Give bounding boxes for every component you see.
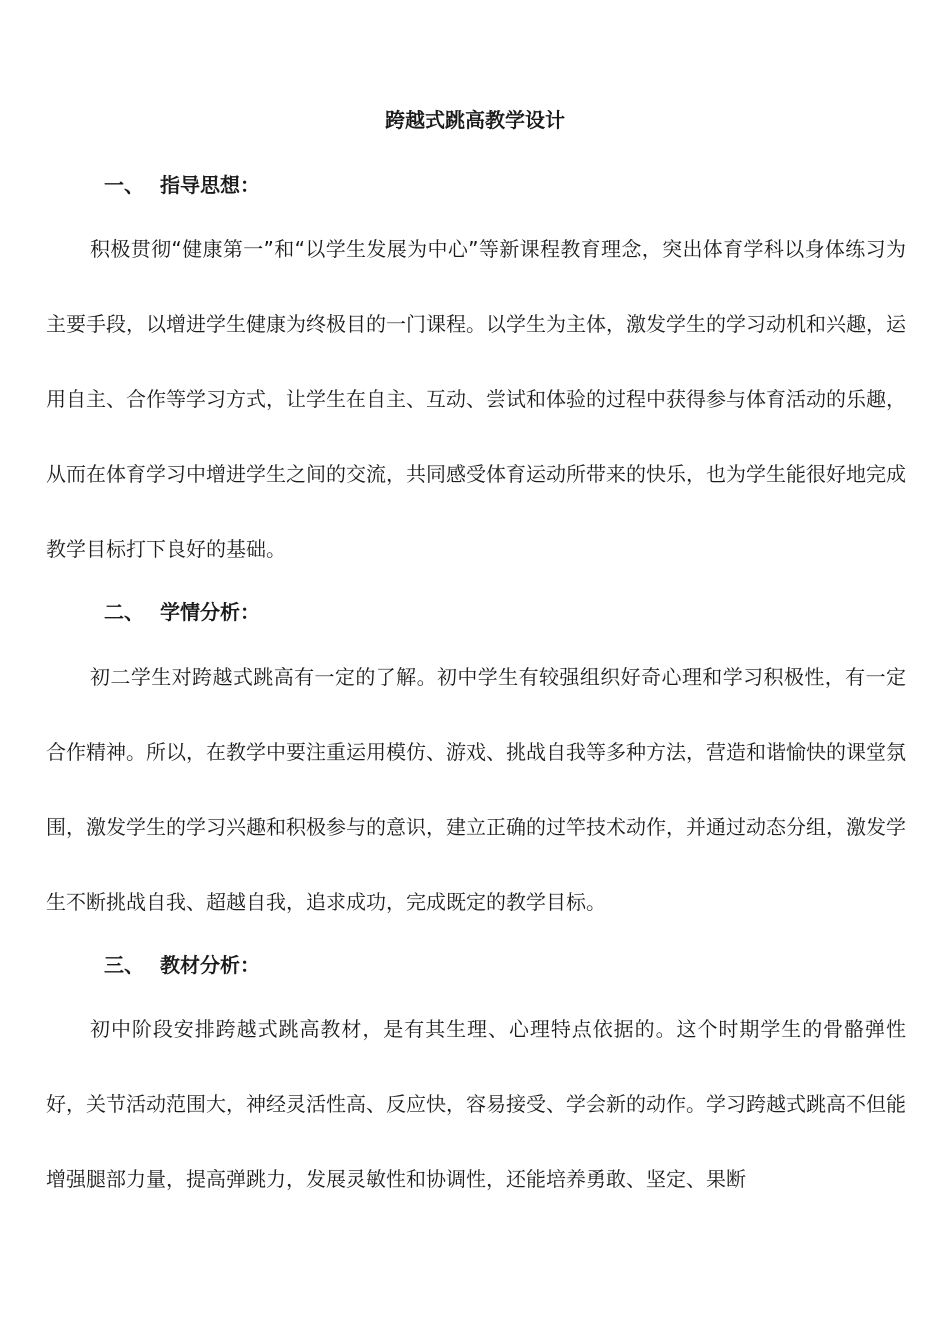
section-heading-2 [104,597,260,627]
section-title-3: 教材分析： [160,953,260,977]
section-title-2: 学情分析： [160,600,260,624]
section-body-3: 初中阶段安排跨越式跳高教材，是有其生理、心理特点依据的。这个时期学生的骨骼弹性好，关节活动范围大，神经灵活性高、反应快，容易接受、学会新的动作。学习跨越式跳高不但能增强腿部力量，提高弹跳力，发展灵敏性和协调性，还能培养勇敢、坚定、果断 [46,1017,906,1191]
section-number-1: 一、 [104,173,144,197]
section-heading-1 [104,170,260,200]
section-body-2: 初二学生对跨越式跳高有一定的了解。初中学生有较强组织好奇心理和学习积极性，有一定合作精神。所以，在教学中要注重运用模仿、游戏、挑战自我等多种方法，营造和谐愉快的课堂氛围，激发学生的学习兴趣和积极参与的意识，建立正确的过竿技术动作，并通过动态分组，激发学生不断挑战自我、超越自我，追求成功，完成既定的教学目标。 [46,665,906,914]
section-body-1: 积极贯彻“健康第一”和“以学生发展为中心”等新课程教育理念，突出体育学科以身体练习为主要手段，以增进学生健康为终极目的一门课程。以学生为主体，激发学生的学习动机和兴趣，运用自主、合作等学习方式，让学生在自主、互动、尝试和体验的过程中获得参与体育活动的乐趣，从而在体育学习中增进学生之间的交流，共同感受体育运动所带来的快乐，也为学生能很好地完成教学目标打下良好的基础。 [46,237,906,561]
section-heading-3 [104,950,260,980]
document-title: 跨越式跳高教学设计 [385,108,565,132]
section-number-3: 三、 [104,953,144,977]
section-number-2: 二、 [104,600,144,624]
section-title-1: 指导思想： [160,173,260,197]
